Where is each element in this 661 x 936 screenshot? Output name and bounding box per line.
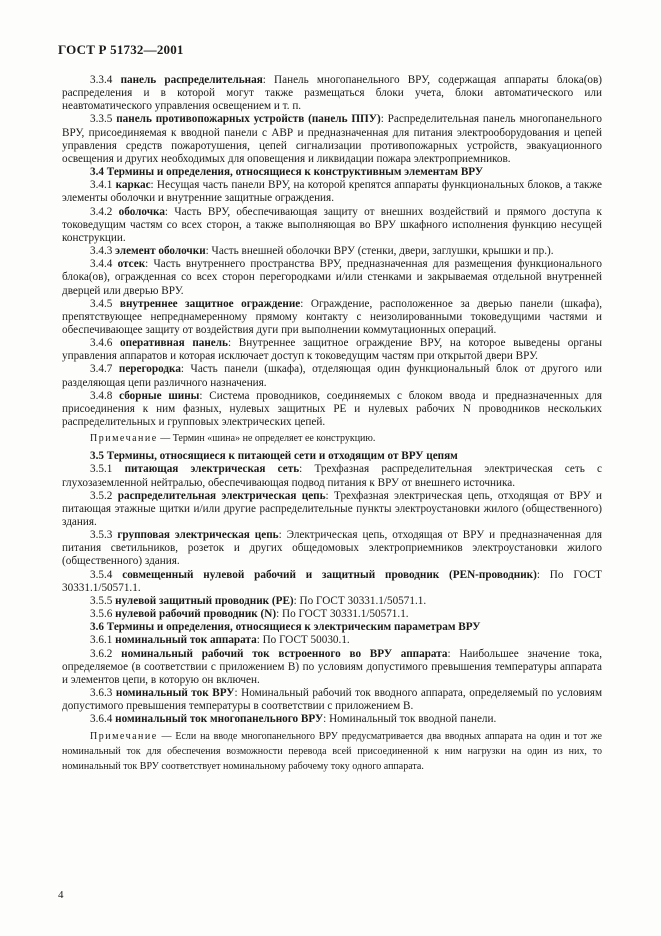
- definition-paragraph: 3.4.2 оболочка: Часть ВРУ, обеспечивающая защиту от внешних воздействий и прямого доступа к токоведущим частям со всех сторон, а также выполняющая во ВРУ шкафного исполнения функцию несущей конструкции.: [62, 205, 602, 244]
- definition-paragraph: 3.4.8 сборные шины: Система проводников, соединяемых с блоком ввода и предназначенных для присоединения к ним фазных, нулевых защитных PE и нулевых рабочих N проводников нескольких распределительных и групповых электрических цепей.: [62, 389, 602, 429]
- definition-text: Наибольшее значение тока, определяемое (в соответствии с приложением В) по условиям допустимого превышения температуры аппарата и элементов цепи, в которую он включен.: [62, 647, 603, 686]
- term: элемент оболочки: [115, 245, 206, 258]
- clause-number: 3.5.5: [90, 594, 113, 607]
- clause-number: 3.4.5: [90, 297, 113, 310]
- definition-paragraph: 3.6.1 номинальный ток аппарата: По ГОСТ 50030.1.: [90, 634, 350, 647]
- definition-text: Трехфазная электрическая цепь, отходящая от ВРУ и питающая этажные щитки и/или другие распределительные пункты электроустановки жилого (общественного) здания.: [62, 489, 603, 528]
- definition-text: По ГОСТ 50030.1.: [262, 634, 350, 647]
- clause-number: 3.5.4: [90, 568, 113, 581]
- definition-paragraph: 3.6.3 номинальный ток ВРУ: Номинальный рабочий ток вводного аппарата, определяемый по условиям допустимого превышения температуры в соответствии с приложением В.: [62, 687, 603, 713]
- clause-number: 3.4.4: [90, 258, 113, 271]
- clause-number: 3.4.1: [90, 179, 113, 192]
- clause-number: 3.3.4: [90, 74, 113, 86]
- clause-number: 3.5.3: [90, 529, 113, 542]
- term: панель противопожарных устройств (панель ППУ): [116, 113, 381, 126]
- clause-number: 3.3.5: [90, 113, 113, 126]
- term: каркас: [115, 179, 151, 192]
- clause-number: 3.6.3: [90, 687, 113, 700]
- clause-number: 3.5.6: [90, 608, 113, 621]
- definition-text: По ГОСТ 30331.1/50571.1.: [299, 594, 427, 607]
- term: номинальный рабочий ток встроенного во ВРУ аппарата: [121, 647, 448, 660]
- clause-number: 3.6.2: [90, 647, 113, 660]
- definition-text: Система проводников, соединяемых с блоком ввода и предназначенных для присоединения к ним фазных, нулевых защитных PE и нулевых рабочих N проводников нескольких распределительных и групповых электрических цепей.: [62, 389, 602, 429]
- section-heading: 3.4 Термины и определения, относящиеся к конструктивным элементам ВРУ: [90, 166, 484, 179]
- definition-paragraph: 3.5.2 распределительная электрическая цепь: Трехфазная электрическая цепь, отходящая от ВРУ и питающая этажные щитки и/или другие распределительные пункты электроустановки жилого (общественного) здания.: [62, 489, 603, 528]
- definition-paragraph: 3.4.6 оперативная панель: Внутреннее защитное ограждение ВРУ, на которое выведены органы управления аппаратов и которая исключает доступ к токоведущим частям при открытой двери ВРУ.: [62, 337, 602, 363]
- term: оперативная панель: [120, 337, 228, 350]
- clause-number: 3.6.4: [90, 713, 113, 726]
- term: питающая электрическая сеть: [124, 463, 300, 476]
- definition-text: Часть внешней оболочки ВРУ (стенки, двери, заглушки, крышки и пр.).: [211, 245, 554, 258]
- definition-text: Часть ВРУ, обеспечивающая защиту от внешних воздействий и прямого доступа к токоведущим частям со всех сторон, а также выполняющая во ВРУ шкафного исполнения функцию несущей конструкции.: [62, 205, 602, 244]
- term: распределительная электрическая цепь: [117, 489, 326, 502]
- definition-text: Часть панели (шкафа), отделяющая один функциональный блок от другого или разделяющая цепи различного назначения.: [62, 363, 602, 389]
- definition-paragraph: 3.6.2 номинальный рабочий ток встроенного во ВРУ аппарата: Наибольшее значение тока, определяемое (в соответствии с приложением В) по условиям допустимого превышения температуры аппарата и элементов цепи, в которую он включен.: [62, 647, 603, 686]
- definition-text: Внутреннее защитное ограждение ВРУ, на которое выведены органы управления аппаратов и которая исключает доступ к токоведущим частям при открытой двери ВРУ.: [62, 337, 602, 363]
- definition-text: Трехфазная распределительная электрическая сеть с глухозаземленной нейтралью, обеспечивающая подвод питания к ВРУ от внешнего источника.: [62, 463, 602, 489]
- definition-paragraph: 3.5.6 нулевой рабочий проводник (N): По ГОСТ 30331.1/50571.1.: [90, 608, 409, 621]
- term: внутреннее защитное ограждение: [119, 297, 301, 310]
- term: номинальный ток аппарата: [115, 634, 257, 647]
- definition-paragraph: 3.4.7 перегородка: Часть панели (шкафа), отделяющая один функциональный блок от другого или разделяющая цепи различного назначения.: [62, 363, 602, 389]
- definition-paragraph: 3.3.4 панель распределительная: Панель многопанельного ВРУ, содержащая аппараты блока(ов) распределения и в которой могут также размещаться блоки учета, блоки автоматического или неавтоматического управления освещением и т. п.: [62, 74, 603, 113]
- term: отсек: [117, 258, 146, 271]
- term: номинальный ток ВРУ: [115, 687, 235, 700]
- note: [62, 431, 602, 446]
- definition-paragraph: 3.4.1 каркас: Несущая часть панели ВРУ, на которой крепятся аппараты функциональных блоков, а также элементы оболочки и внутренние защитные ограждения.: [62, 179, 603, 205]
- section-heading: 3.5 Термины, относящиеся к питающей сети и отходящим от ВРУ цепям: [90, 450, 458, 463]
- clause-number: 3.4.3: [90, 245, 113, 258]
- definition-text: По ГОСТ 30331.1/50571.1.: [282, 608, 409, 621]
- clause-number: 3.4.8: [90, 389, 113, 402]
- note-label: Примечание: [90, 433, 158, 445]
- clause-number: 3.4.6: [90, 337, 113, 350]
- page-header: ГОСТ Р 51732—2001: [58, 42, 184, 57]
- definition-text: Номинальный рабочий ток вводного аппарата, определяемый по условиям допустимого превышения температуры в соответствии с приложением В.: [62, 687, 603, 713]
- clause-number: 3.6.1: [90, 634, 113, 647]
- definition-text: Электрическая цепь, отходящая от ВРУ и предназначенная для питания светильников, розеток и других общедомовых электроприемников электроустановки жилого (общественного) здания.: [62, 529, 603, 568]
- note: [62, 729, 602, 774]
- term: номинальный ток многопанельного ВРУ: [115, 713, 324, 726]
- term: оболочка: [118, 205, 165, 218]
- term: сборные шины: [119, 389, 200, 402]
- note-text: — Термин «шина» не определяет ее конструкцию.: [160, 433, 376, 445]
- definition-paragraph: 3.5.3 групповая электрическая цепь: Электрическая цепь, отходящая от ВРУ и предназначенная для питания светильников, розеток и других общедомовых электроприемников электроустановки жилого (общественного) здания.: [62, 529, 603, 568]
- clause-number: 3.5.2: [90, 489, 113, 502]
- definition-text: Панель многопанельного ВРУ, содержащая аппараты блока(ов) распределения и в которой могут также размещаться блоки учета, блоки автоматического или неавтоматического управления освещением и т. п.: [62, 74, 603, 113]
- term: панель распределительная: [120, 74, 263, 86]
- definition-text: Номинальный ток вводной панели.: [329, 713, 497, 726]
- definition-paragraph: 3.3.5 панель противопожарных устройств (панель ППУ): Распределительная панель многопанельного ВРУ, присоединяемая к вводной панели с АВР и предназначенная для питания электрооборудования и цепей управления средств пожаротушения, цепей сигнализации противопожарных устройств, эвакуационного освещения и других необходимых для оповещения и ликвидации пожара электроприемников.: [62, 113, 603, 165]
- definition-paragraph: 3.4.5 внутреннее защитное ограждение: Ограждение, расположенное за дверью панели (шкафа), препятствующее непреднамеренному прямому контакту с неизолированными токоведущими частями и обеспечивающее защиту от воздействия дуги при выполнении коммутационных операций.: [62, 297, 603, 336]
- definition-paragraph: 3.4.3 элемент оболочки: Часть внешней оболочки ВРУ (стенки, двери, заглушки, крышки и пр.).: [90, 245, 554, 258]
- definition-paragraph: 3.4.4 отсек: Часть внутреннего пространства ВРУ, предназначенная для размещения функционального блока(ов), огражденная со всех сторон перегородками и/или стенками и закрываемая отдельной внутренней дверцей или дверью ВРУ.: [62, 258, 603, 297]
- clause-number: 3.4.2: [90, 205, 113, 218]
- definition-paragraph: 3.5.4 совмещенный нулевой рабочий и защитный проводник (PEN-проводник): По ГОСТ 30331.1/50571.1.: [62, 568, 603, 594]
- definition-paragraph: 3.6.4 номинальный ток многопанельного ВРУ: Номинальный ток вводной панели.: [90, 713, 497, 726]
- term: перегородка: [118, 363, 181, 376]
- term: нулевой защитный проводник (PE): [115, 594, 294, 607]
- definition-text: Несущая часть панели ВРУ, на которой крепятся аппараты функциональных блоков, а также элементы оболочки и внутренние защитные ограждения.: [62, 179, 603, 205]
- definition-text: Ограждение, расположенное за дверью панели (шкафа), препятствующее непреднамеренному прямому контакту с неизолированными токоведущими частями и обеспечивающее защиту от воздействия дуги при выполнении коммутационных операций.: [62, 297, 603, 336]
- term: нулевой рабочий проводник (N): [115, 608, 277, 621]
- term: групповая электрическая цепь: [117, 529, 279, 542]
- definition-paragraph: 3.5.1 питающая электрическая сеть: Трехфазная распределительная электрическая сеть с глухозаземленной нейтралью, обеспечивающая подвод питания к ВРУ от внешнего источника.: [62, 463, 602, 489]
- term: совмещенный нулевой рабочий и защитный проводник (PEN-проводник): [122, 568, 537, 581]
- definition-text: Распределительная панель многопанельного ВРУ, присоединяемая к вводной панели с АВР и предназначенная для питания электрооборудования и цепей управления средств пожаротушения, цепей сигнализации противопожарных устройств, эвакуационного освещения и других необходимых для оповещения и ликвидации пожара электроприемников.: [62, 113, 603, 165]
- definition-paragraph: 3.5.5 нулевой защитный проводник (PE): По ГОСТ 30331.1/50571.1.: [90, 594, 427, 607]
- clause-number: 3.4.7: [90, 363, 113, 376]
- page-number: 4: [58, 889, 64, 901]
- definition-text: По ГОСТ 30331.1/50571.1.: [62, 568, 603, 594]
- note-text: — Если на вводе многопанельного ВРУ предусматривается два вводных аппарата на один и тот же номинальный ток для обеспечения возможности перевода всей присоединенной к ним нагрузки на один из них, то номинальный ток ВРУ соответствует номинальному рабочему току одного аппарата.: [62, 730, 602, 772]
- definition-text: Часть внутреннего пространства ВРУ, предназначенная для размещения функционального блока(ов), огражденная со всех сторон перегородками и/или стенками и закрываемая отдельной внутренней дверцей или дверью ВРУ.: [62, 258, 603, 297]
- clause-number: 3.5.1: [90, 463, 113, 476]
- note-label: Примечание: [90, 730, 158, 742]
- document-body: [62, 74, 602, 778]
- section-heading: 3.6 Термины и определения, относящиеся к электрическим параметрам ВРУ: [90, 621, 481, 634]
